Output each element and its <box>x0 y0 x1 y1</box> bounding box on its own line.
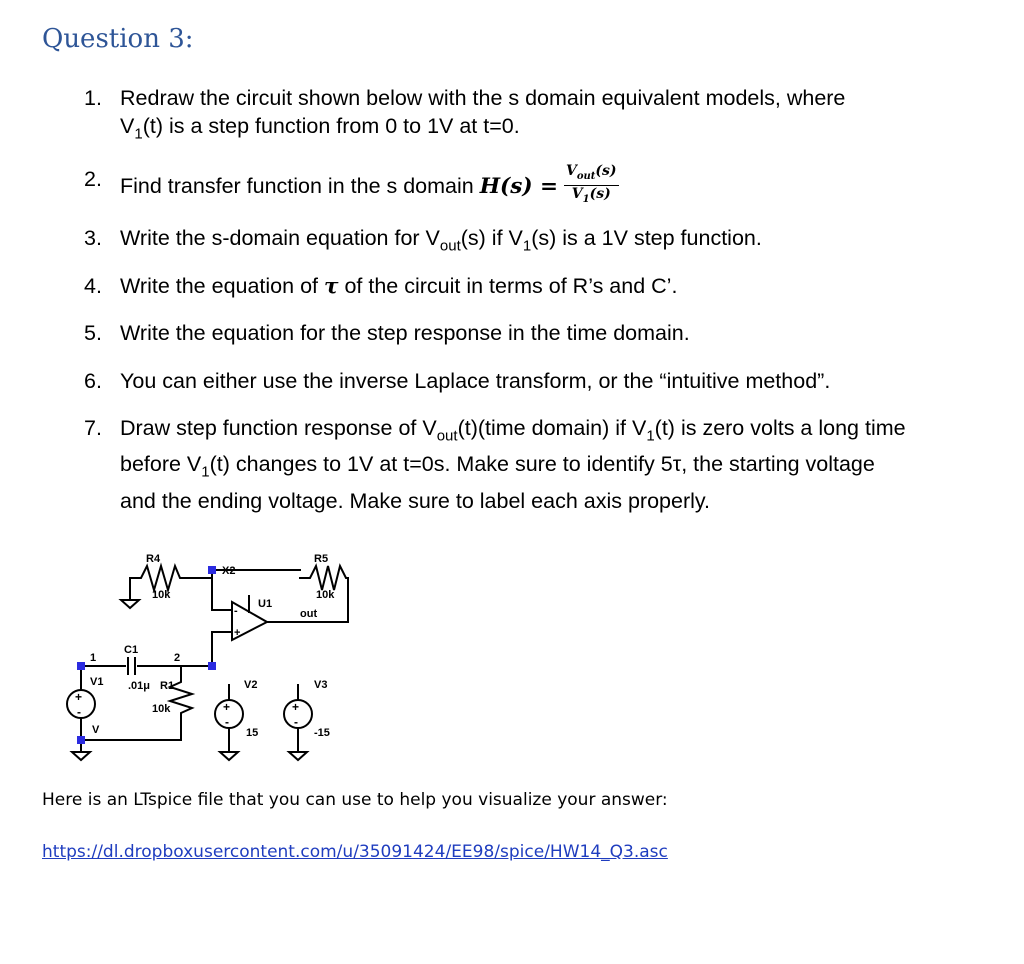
label-r1: R1 <box>160 680 175 692</box>
text-fragment: (s) <box>595 163 617 179</box>
label-c1-value: .01μ <box>128 680 151 692</box>
question-number: 6. <box>84 369 102 393</box>
question-number: 7. <box>84 416 102 440</box>
label-r1-value: 10k <box>152 703 171 715</box>
text-fragment: before V <box>120 452 202 477</box>
voltage-source-v3 <box>284 700 312 728</box>
resistor-r4 <box>130 566 300 590</box>
label-r4-value: 10k <box>152 589 171 601</box>
question-number: 4. <box>84 274 102 298</box>
transfer-function-fraction <box>564 163 619 208</box>
question-text: Write the equation for the step response in the time domain. <box>120 321 690 345</box>
question-text: Redraw the circuit shown below with the s domain equivalent models, where <box>120 86 846 110</box>
label-v3: V3 <box>314 679 328 691</box>
text-fragment: (t) changes to 1V at t=0s. Make sure to identify 5τ, the starting voltage <box>209 452 875 477</box>
question-number: 3. <box>84 226 102 250</box>
plus-sign: + <box>75 690 83 704</box>
text-fragment: (s) <box>589 185 611 202</box>
text-fragment: Write the s-domain equation for V <box>120 226 440 250</box>
question-text: You can either use the inverse Laplace transform, or the “intuitive method”. <box>120 369 831 393</box>
subscript: out <box>576 170 596 182</box>
wire <box>181 632 212 666</box>
text-fragment: and the ending voltage. Make sure to label each axis properly. <box>120 488 711 513</box>
numerator: V <box>565 163 577 179</box>
label-r4: R4 <box>146 553 161 565</box>
text-fragment: V <box>120 114 135 138</box>
subscript: 1 <box>646 427 655 445</box>
question-number: 5. <box>84 321 102 345</box>
voltage-source-v1 <box>67 690 95 718</box>
label-v3-value: -15 <box>314 727 330 739</box>
text-fragment: (s) if V <box>460 226 523 250</box>
ltspice-file-link[interactable]: https://dl.dropboxusercontent.com/u/35091424/EE98/spice/HW14_Q3.asc <box>42 842 668 862</box>
subscript: out <box>436 427 458 445</box>
resistor-r5 <box>267 566 348 622</box>
denominator: V <box>571 185 583 202</box>
subscript: 1 <box>582 193 590 205</box>
label-r5-value: 10k <box>316 589 335 601</box>
voltage-source-v2 <box>215 700 243 728</box>
plus-sign: + <box>223 700 231 714</box>
text-fragment: (s) is a 1V step function. <box>531 226 762 250</box>
question-number: 2. <box>84 167 102 191</box>
label-v1-value: V <box>92 724 100 736</box>
plus-sign: + <box>292 700 300 714</box>
label-v2-value: 15 <box>246 727 259 739</box>
subscript: 1 <box>201 463 210 481</box>
resistor-r1 <box>81 666 192 740</box>
node-dot <box>208 662 216 670</box>
text-fragment: Draw step function response of V <box>120 416 437 440</box>
wire <box>212 570 232 610</box>
text-fragment: (t) is zero volts a long time <box>654 416 906 440</box>
text-fragment: (t)(time domain) if V <box>457 416 647 440</box>
label-out: out <box>300 608 318 620</box>
label-r5: R5 <box>314 553 329 565</box>
ground-icon <box>289 752 307 760</box>
transfer-function-symbol: H(s) = <box>479 173 558 199</box>
label-c1: C1 <box>124 644 139 656</box>
question-text: Find transfer function in the s domain <box>120 173 474 198</box>
label-node-2: 2 <box>174 652 181 664</box>
label-x2: X2 <box>222 565 236 577</box>
text-fragment: (t) is a step function from 0 to 1V at t=0. <box>142 114 520 138</box>
tau-symbol: τ <box>324 274 339 299</box>
subscript: 1 <box>134 125 143 143</box>
ground-icon <box>220 752 238 760</box>
label-u1: U1 <box>258 598 273 610</box>
ground-icon <box>72 752 90 760</box>
label-node-1: 1 <box>90 652 97 664</box>
plus-sign: + <box>234 627 241 639</box>
footer-note: Here is an LTspice file that you can use to help you visualize your answer: <box>42 790 668 810</box>
label-v2: V2 <box>244 679 258 691</box>
page-title: Question 3: <box>42 24 194 54</box>
minus-sign: - <box>77 705 81 719</box>
minus-sign: - <box>294 715 298 729</box>
label-v1: V1 <box>90 676 104 688</box>
node-dot <box>208 566 216 574</box>
plus-sign: - <box>234 605 238 617</box>
ground-icon <box>121 600 139 608</box>
node-dot <box>77 662 85 670</box>
opamp-u1 <box>232 602 267 640</box>
node-dot <box>77 736 85 744</box>
subscript: 1 <box>522 237 532 255</box>
text-fragment: Write the equation of <box>120 274 319 298</box>
text-fragment: of the circuit in terms of R’s and C’. <box>344 274 678 298</box>
subscript: out <box>439 237 461 255</box>
question-number: 1. <box>84 86 102 110</box>
minus-sign: - <box>225 715 229 729</box>
